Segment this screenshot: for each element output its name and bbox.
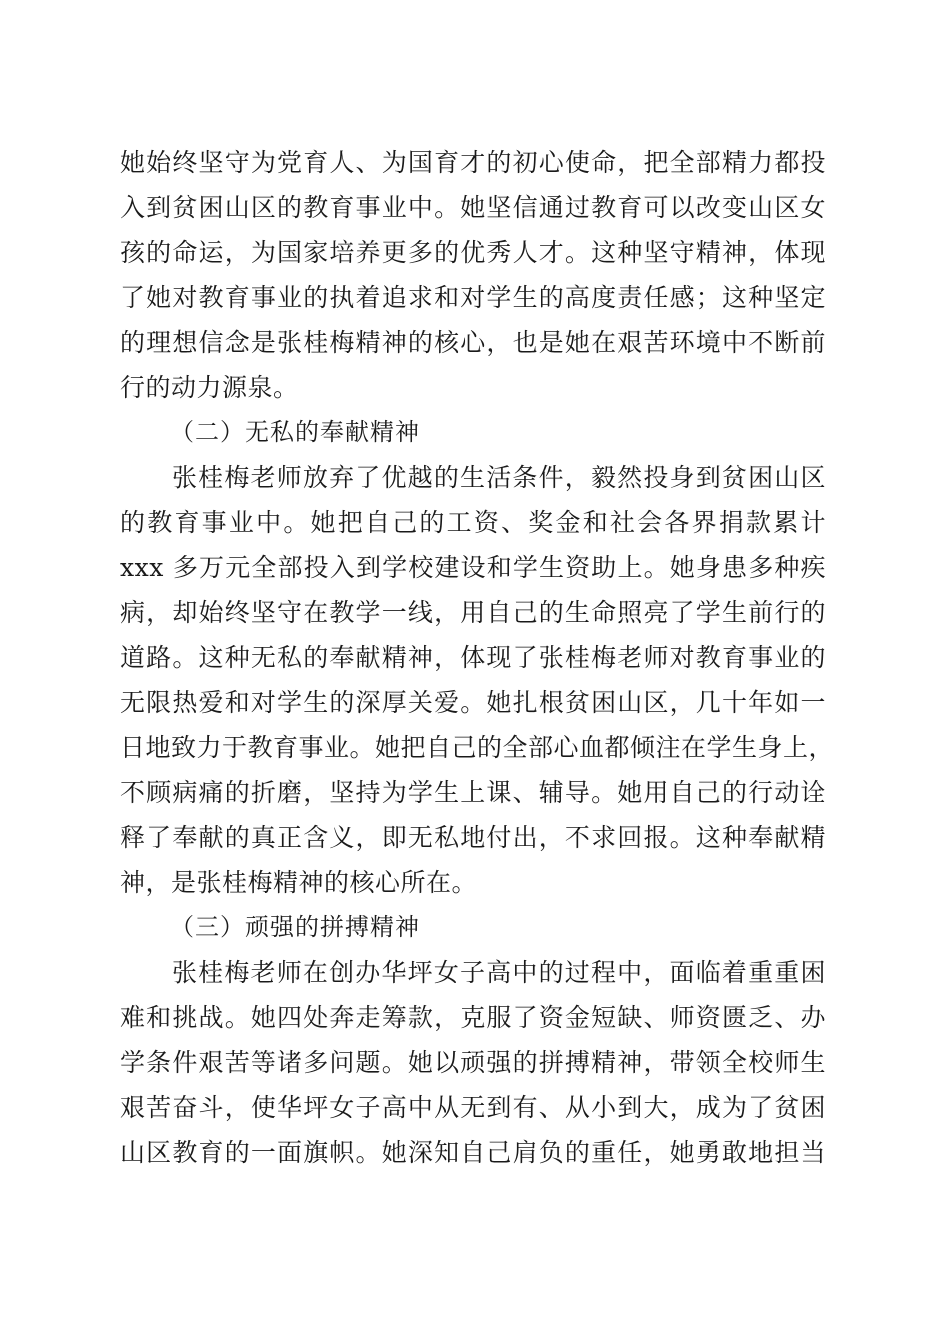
text-line: 不顾病痛的折磨，坚持为学生上课、辅导。她用自己的行动诠 [120, 778, 826, 807]
text-line: 学条件艰苦等诸多问题。她以顽强的拼搏精神，带领全校师生 [120, 1048, 826, 1077]
text-line: 入到贫困山区的教育事业中。她坚信通过教育可以改变山区女 [120, 193, 826, 222]
text-line: 张桂梅老师在创办华坪女子高中的过程中，面临着重重困 [172, 958, 826, 987]
text-line: 日地致力于教育事业。她把自己的全部心血都倾注在学生身上， [120, 733, 835, 762]
text-line: 道路。这种无私的奉献精神，体现了张桂梅老师对教育事业的 [120, 643, 826, 672]
text-line: 释了奉献的真正含义，即无私地付出，不求回报。这种奉献精 [120, 823, 826, 852]
text-line: 艰苦奋斗，使华坪女子高中从无到有、从小到大，成为了贫困 [120, 1093, 826, 1122]
text-line: 孩的命运，为国家培养更多的优秀人才。这种坚守精神，体现 [120, 238, 826, 267]
text-line: 的教育事业中。她把自己的工资、奖金和社会各界捐款累计 [120, 508, 826, 537]
text-line: 无限热爱和对学生的深厚关爱。她扎根贫困山区，几十年如一 [120, 688, 826, 717]
text-line: 的理想信念是张桂梅精神的核心，也是她在艰苦环境中不断前 [120, 328, 826, 357]
text-line: 她始终坚守为党育人、为国育才的初心使命，把全部精力都投 [120, 148, 826, 177]
text-line: xxx 多万元全部投入到学校建设和学生资助上。她身患多种疾 [120, 553, 826, 582]
paragraph-selfless-dedication [120, 455, 835, 905]
section-heading-selfless-dedication: （二）无私的奉献精神 [170, 418, 420, 446]
document-page [120, 140, 835, 1175]
paragraph-intro [120, 140, 826, 410]
section-heading-tenacious-striving: （三）顽强的拼搏精神 [170, 913, 420, 941]
text-line: 了她对教育事业的执着追求和对学生的高度责任感；这种坚定 [120, 283, 826, 312]
text-line: 张桂梅老师放弃了优越的生活条件，毅然投身到贫困山区 [172, 463, 826, 492]
text-line: 山区教育的一面旗帜。她深知自己肩负的重任，她勇敢地担当 [120, 1138, 826, 1167]
text-line: 病，却始终坚守在教学一线，用自己的生命照亮了学生前行的 [120, 598, 826, 627]
text-line: 行的动力源泉。 [120, 373, 299, 402]
text-line: 难和挑战。她四处奔走筹款，克服了资金短缺、师资匮乏、办 [120, 1003, 826, 1032]
text-line: 神，是张桂梅精神的核心所在。 [120, 868, 478, 897]
paragraph-tenacious-striving [120, 950, 826, 1175]
